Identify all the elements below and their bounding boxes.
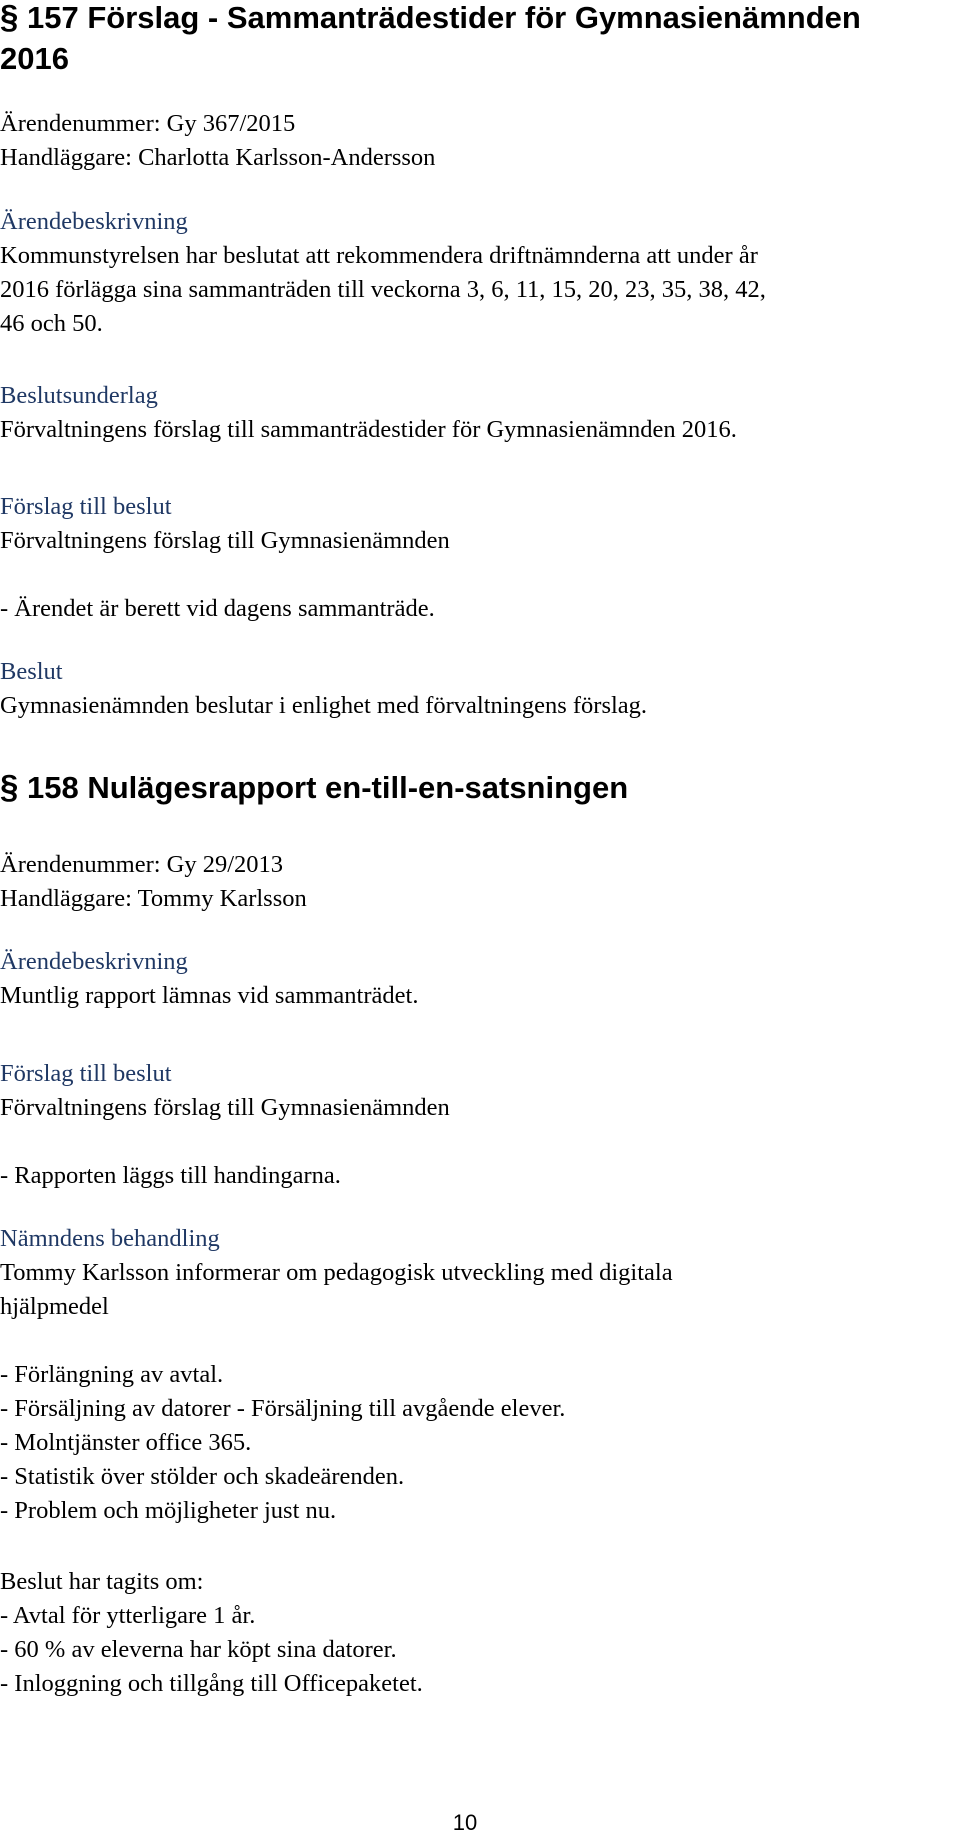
- subheading-description: Ärendebeskrivning: [0, 948, 188, 975]
- text-line: 2016 förlägga sina sammanträden till veckorna 3, 6, 11, 15, 20, 23, 35, 38, 42,: [0, 276, 766, 303]
- subheading-decision: Beslut: [0, 658, 63, 685]
- case-number: Ärendenummer: Gy 29/2013: [0, 851, 284, 878]
- text-line: Tommy Karlsson informerar om pedagogisk utveckling med digitala: [0, 1259, 673, 1286]
- subheading-description: Ärendebeskrivning: [0, 208, 188, 235]
- list-item: - Problem och möjligheter just nu.: [0, 1497, 337, 1524]
- text-line: 46 och 50.: [0, 310, 103, 337]
- case-officer: Handläggare: Tommy Karlsson: [0, 885, 307, 912]
- list-item: - Förlängning av avtal.: [0, 1361, 224, 1388]
- section-158-title: § 158 Nulägesrapport en-till-en-satsningen: [0, 768, 629, 805]
- list-item: - Molntjänster office 365.: [0, 1429, 252, 1456]
- list-item: - Statistik över stölder och skadeärenden.: [0, 1463, 405, 1490]
- paragraph-symbol: §: [0, 768, 19, 805]
- subheading-decision-basis: Beslutsunderlag: [0, 382, 158, 409]
- page-number: 10: [452, 1810, 478, 1835]
- decision-text: Gymnasienämnden beslutar i enlighet med förvaltningens förslag.: [0, 692, 648, 719]
- case-officer: Handläggare: Charlotta Karlsson-Andersson: [0, 144, 436, 171]
- subheading-committee-treatment: Nämndens behandling: [0, 1225, 220, 1252]
- list-item: - Avtal för ytterligare 1 år.: [0, 1602, 256, 1629]
- list-item: - Inloggning och tillgång till Officepaketet.: [0, 1670, 423, 1697]
- decision-intro: Beslut har tagits om:: [0, 1568, 204, 1595]
- list-item: - Försäljning av datorer - Försäljning till avgående elever.: [0, 1395, 566, 1422]
- treatment-items-list: [0, 1358, 950, 1528]
- description-text: Muntlig rapport lämnas vid sammanträdet.: [0, 982, 419, 1009]
- text-line: hjälpmedel: [0, 1293, 109, 1320]
- subheading-proposal: Förslag till beslut: [0, 1060, 172, 1087]
- section-157-title: § 157 Förslag - Sammanträdestider för Gymnasienämnden 2016: [0, 0, 861, 76]
- subheading-proposal: Förslag till beslut: [0, 493, 172, 520]
- paragraph-symbol: §: [0, 0, 19, 35]
- list-item: - 60 % av eleverna har köpt sina datorer.: [0, 1636, 397, 1663]
- decision-items-list: [0, 1599, 950, 1701]
- case-number: Ärendenummer: Gy 367/2015: [0, 110, 296, 137]
- proposal-item: - Rapporten läggs till handingarna.: [0, 1162, 341, 1189]
- description-text: [0, 239, 950, 341]
- proposal-text: Förvaltningens förslag till Gymnasienämnden: [0, 527, 450, 554]
- proposal-text: Förvaltningens förslag till Gymnasienämnden: [0, 1094, 450, 1121]
- proposal-item: - Ärendet är berett vid dagens sammanträde.: [0, 595, 435, 622]
- committee-treatment-text: [0, 1256, 950, 1324]
- decision-basis-text: Förvaltningens förslag till sammanträdestider för Gymnasienämnden 2016.: [0, 416, 737, 443]
- text-line: Kommunstyrelsen har beslutat att rekommendera driftnämnderna att under år: [0, 242, 758, 269]
